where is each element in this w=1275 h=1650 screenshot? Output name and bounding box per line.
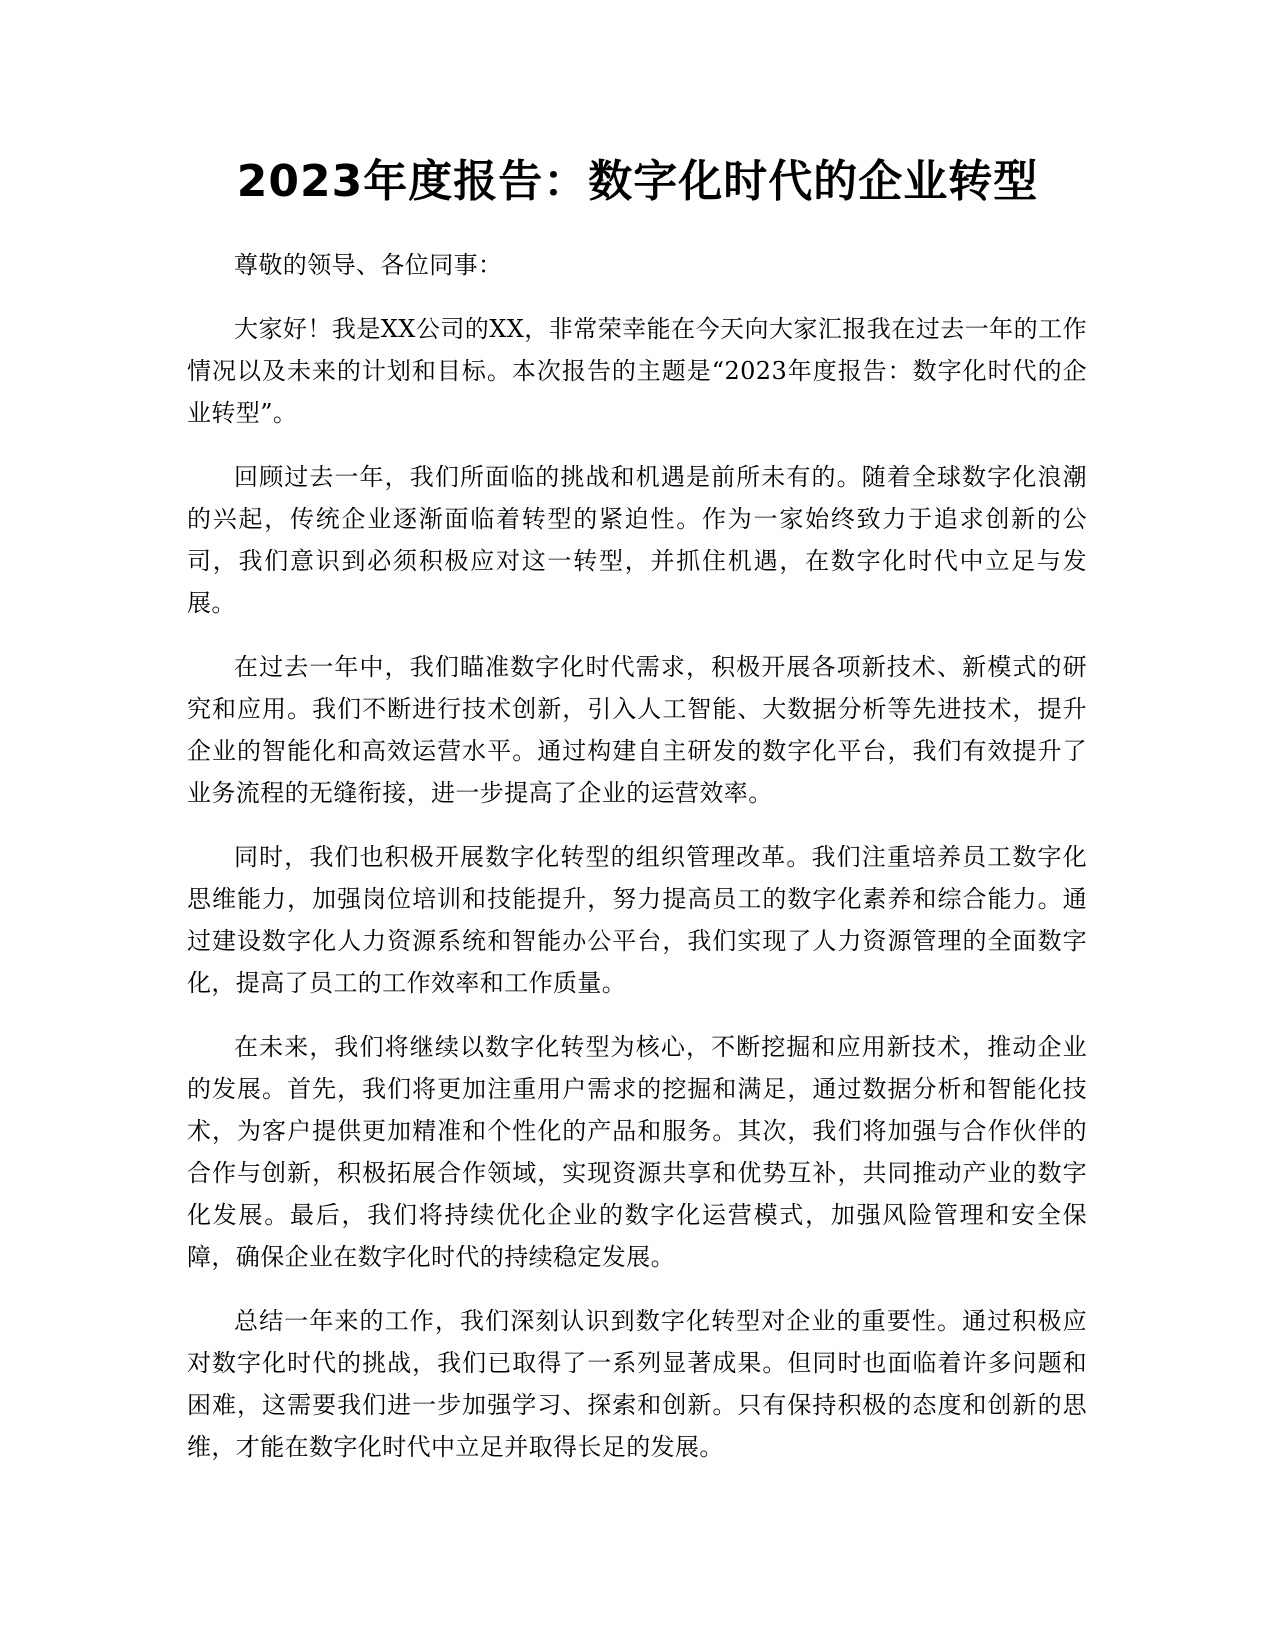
salutation-paragraph: 尊敬的领导、各位同事： [234, 251, 503, 279]
organization-paragraph: 同时，我们也积极开展数字化转型的组织管理改革。我们注重培养员工数字化思维能力，加强岗位培训和技能提升，努力提高员工的数字化素养和综合能力。通过建设数字化人力资源系统和智能办公平台，我们实现了人力资源管理的全面数字化，提高了员工的工作效率和工作质量。 [187, 843, 1087, 997]
document-body [187, 244, 1087, 1490]
technology-paragraph: 在过去一年中，我们瞄准数字化时代需求，积极开展各项新技术、新模式的研究和应用。我们不断进行技术创新，引入人工智能、大数据分析等先进技术，提升企业的智能化和高效运营水平。通过构建自主研发的数字化平台，我们有效提升了业务流程的无缝衔接，进一步提高了企业的运营效率。 [187, 653, 1087, 807]
intro-paragraph: 大家好！我是XX公司的XX，非常荣幸能在今天向大家汇报我在过去一年的工作情况以及未来的计划和目标。本次报告的主题是“2023年度报告：数字化时代的企业转型”。 [187, 315, 1087, 427]
summary-paragraph: 总结一年来的工作，我们深刻认识到数字化转型对企业的重要性。通过积极应对数字化时代的挑战，我们已取得了一系列显著成果。但同时也面临着许多问题和困难，这需要我们进一步加强学习、探索和创新。只有保持积极的态度和创新的思维，才能在数字化时代中立足并取得长足的发展。 [187, 1307, 1087, 1461]
document-title: 2023年度报告：数字化时代的企业转型 [236, 156, 1039, 207]
review-paragraph: 回顾过去一年，我们所面临的挑战和机遇是前所未有的。随着全球数字化浪潮的兴起，传统企业逐渐面临着转型的紧迫性。作为一家始终致力于追求创新的公司，我们意识到必须积极应对这一转型，并抓住机遇，在数字化时代中立足与发展。 [187, 463, 1087, 617]
future-plan-paragraph: 在未来，我们将继续以数字化转型为核心，不断挖掘和应用新技术，推动企业的发展。首先，我们将更加注重用户需求的挖掘和满足，通过数据分析和智能化技术，为客户提供更加精准和个性化的产品和服务。其次，我们将加强与合作伙伴的合作与创新，积极拓展合作领域，实现资源共享和优势互补，共同推动产业的数字化发展。最后，我们将持续优化企业的数字化运营模式，加强风险管理和安全保障，确保企业在数字化时代的持续稳定发展。 [187, 1033, 1087, 1271]
